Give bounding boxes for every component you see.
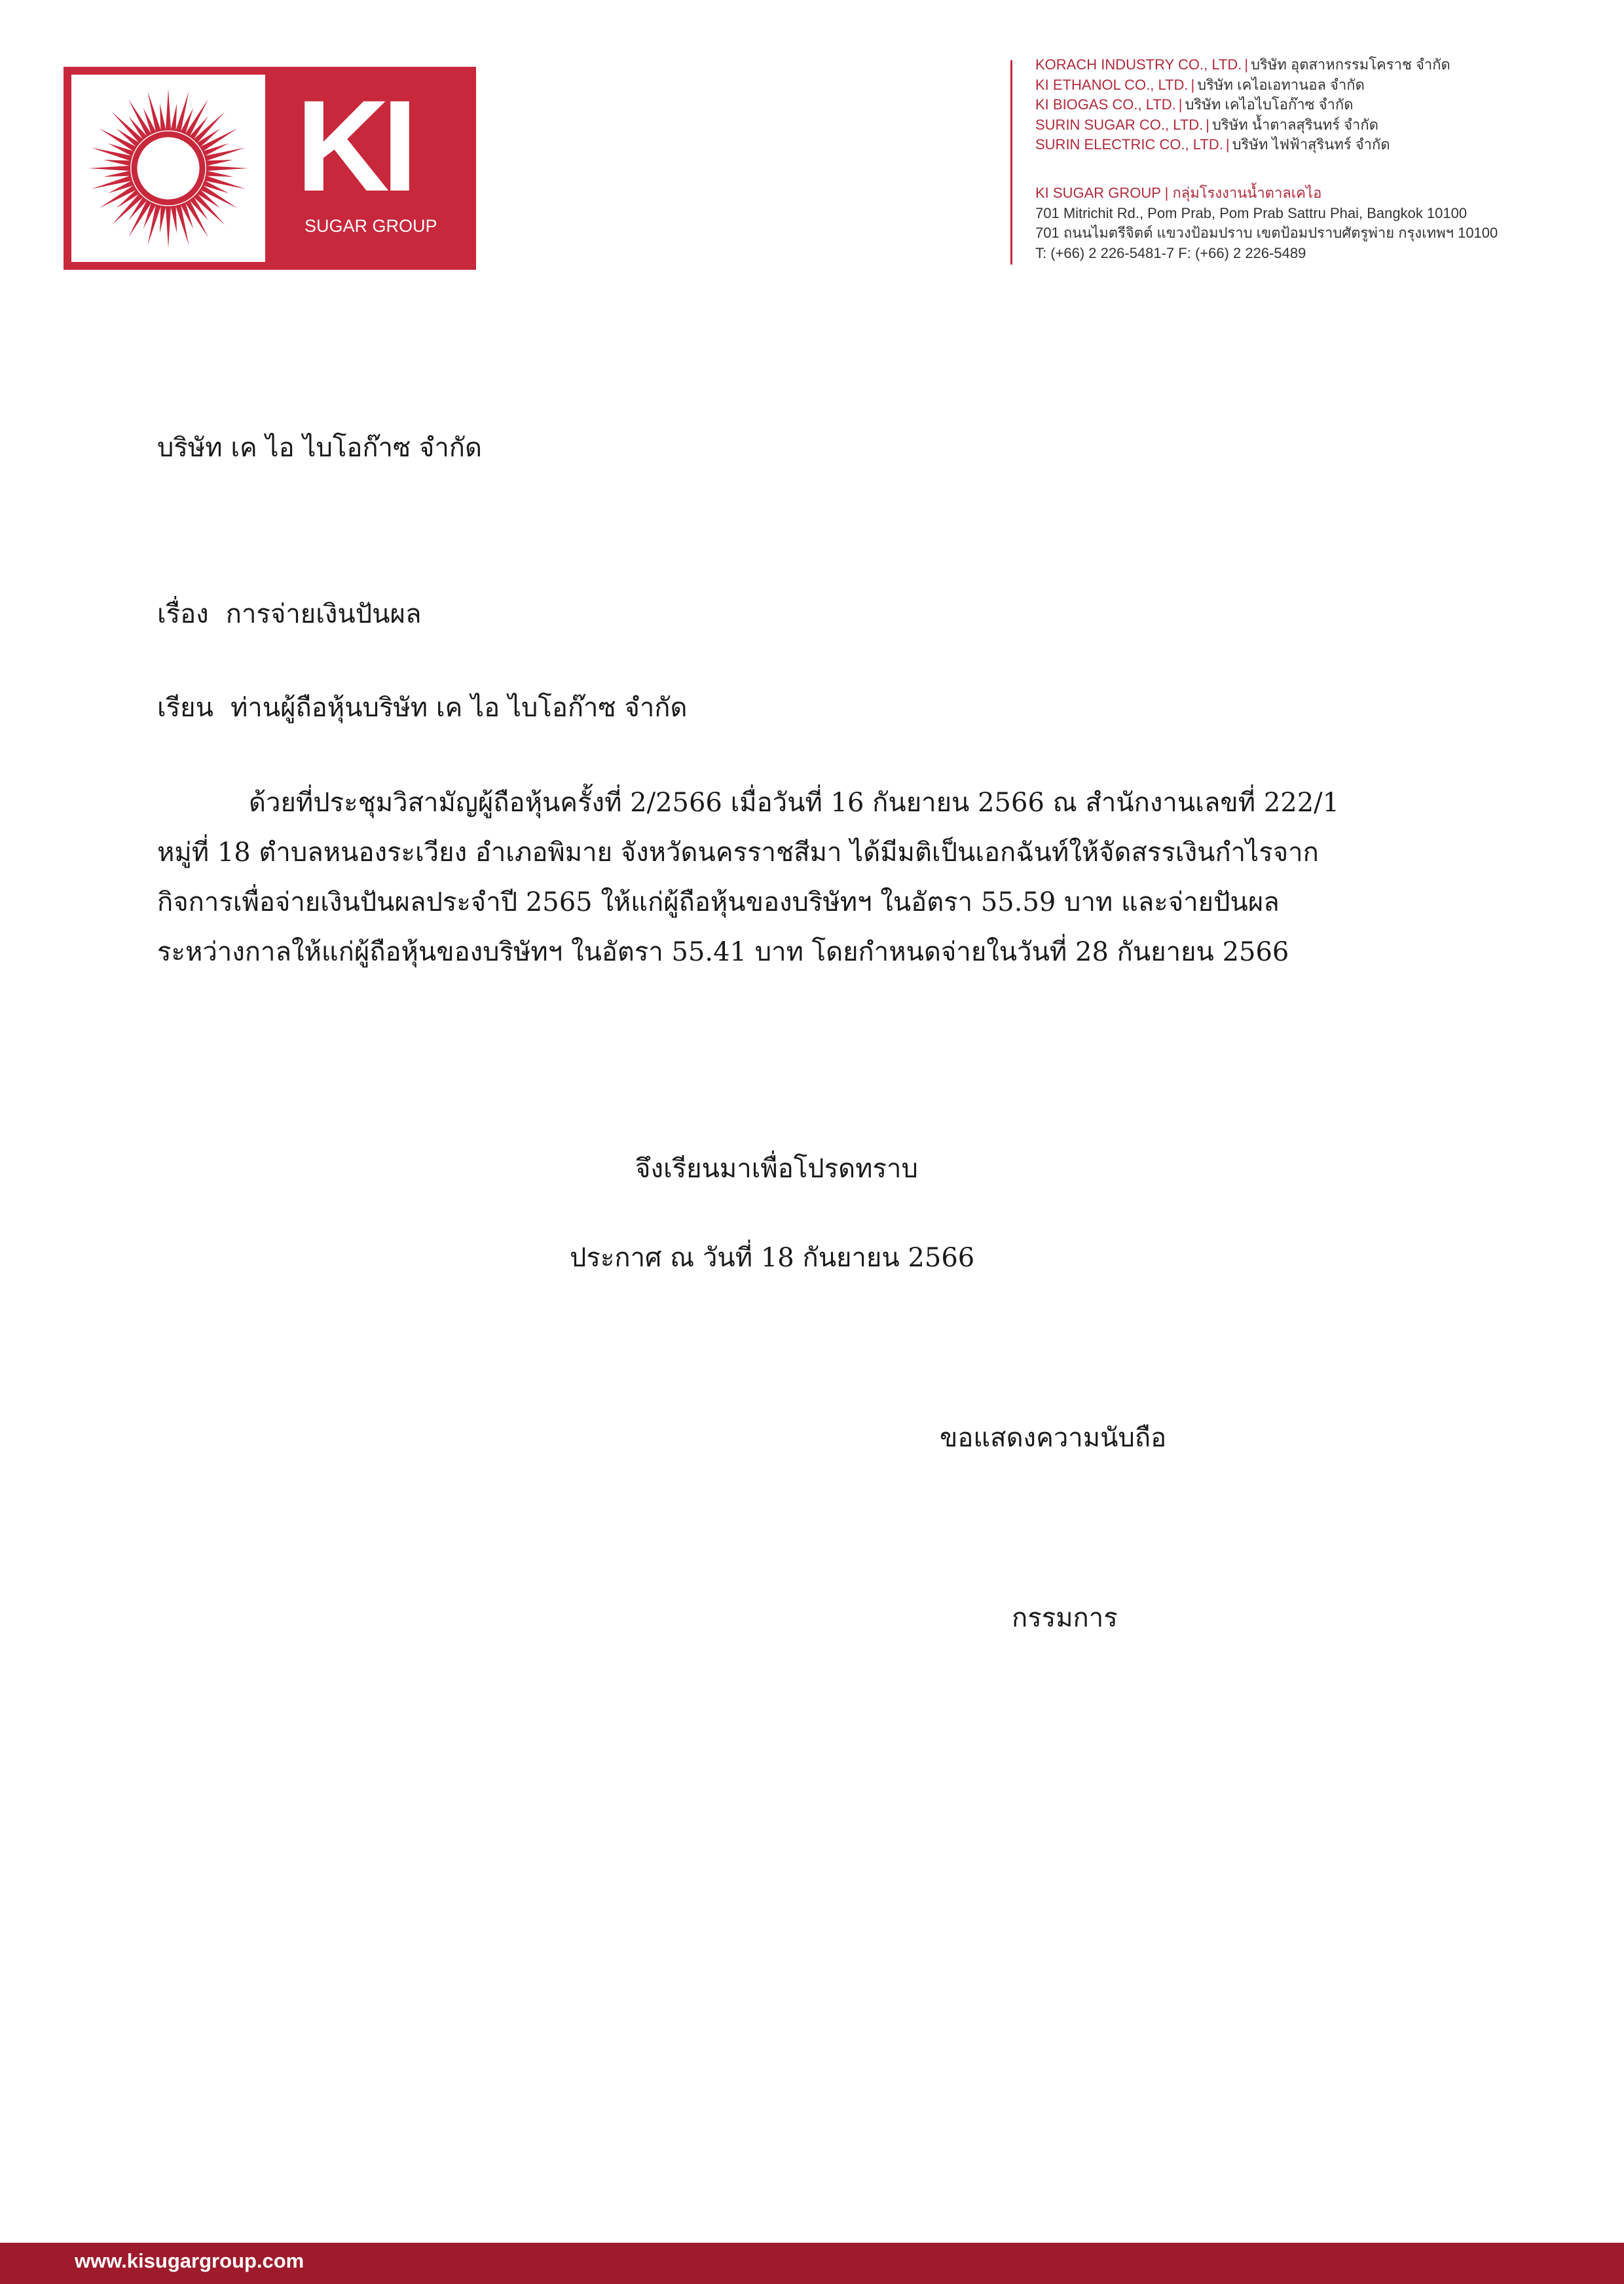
sun-ray (88, 166, 130, 171)
sun-ray (171, 206, 177, 233)
paragraph-line: กิจการเพื่อจ่ายเงินปันผลประจำปี 2565 ให้แก่ผู้ถือหุ้นของบริษัทฯ ในอัตรา 55.59 บาท และจ่ายปันผล (157, 887, 1280, 917)
logo-tagline: SUGAR GROUP (304, 216, 437, 236)
sun-ray (103, 160, 131, 166)
address-en: 701 Mitrichit Rd., Pom Prab, Pom Prab Sattru Phai, Bangkok 10100 (1035, 204, 1467, 221)
company-name-th: บริษัท เคไอไบโอก๊าซ จำกัด (1185, 96, 1354, 113)
company-row: KORACH INDUSTRY CO., LTD. | บริษัท อุตสาหกรรมโคราช จำกัด (1035, 56, 1450, 73)
company-name-th: บริษัท ไฟฟ้าสุรินทร์ จำกัด (1232, 136, 1390, 153)
salutation-text: ท่านผู้ถือหุ้นบริษัท เค ไอ ไบโอก๊าซ จำกัด (230, 693, 688, 723)
sun-ray (171, 103, 177, 131)
address-th: 701 ถนนไมตรีจิตต์ แขวงป้อมปราบ เขตป้อมปราบศัตรูพ่าย กรุงเทพฯ 10100 (1035, 225, 1498, 241)
subject-label: เรื่อง (157, 599, 209, 629)
company-name-en: KI ETHANOL CO., LTD. (1035, 76, 1189, 93)
body-paragraph (157, 778, 1467, 977)
sun-ray (160, 103, 166, 131)
company-row: SURIN SUGAR CO., LTD. | บริษัท น้ำตาลสุรินทร์ จำกัด (1035, 116, 1378, 133)
group-title: KI SUGAR GROUP | กลุ่มโรงงานน้ำตาลเคไอ (1035, 185, 1322, 201)
salutation-label: เรียน (157, 693, 213, 723)
company-name-en: KORACH INDUSTRY CO., LTD. (1035, 56, 1242, 73)
subject-line (157, 593, 421, 635)
salutation-line (157, 686, 687, 728)
company-name-en: SURIN SUGAR CO., LTD. (1035, 116, 1204, 133)
sun-ray (103, 171, 131, 177)
sun-ray (166, 88, 171, 130)
company-name-th: บริษัท อุตสาหกรรมโคราช จำกัด (1251, 56, 1450, 73)
recipient-company: บริษัท เค ไอ ไบโอก๊าซ จำกัด (157, 433, 482, 463)
company-row: SURIN ELECTRIC CO., LTD. | บริษัท ไฟฟ้าสุรินทร์ จำกัด (1035, 136, 1390, 153)
paragraph-line: ระหว่างกาลให้แก่ผู้ถือหุ้นของบริษัทฯ ในอัตรา 55.41 บาท โดยกำหนดจ่ายในวันที่ 28 กันยายน 2566 (157, 937, 1289, 967)
company-name-en: SURIN ELECTRIC CO., LTD. (1035, 136, 1223, 153)
sun-ray (206, 166, 248, 171)
sun-ray (166, 206, 171, 248)
company-row: KI ETHANOL CO., LTD. | บริษัท เคไอเอทานอล จำกัด (1035, 76, 1365, 93)
sun-ray (206, 160, 233, 166)
group-contact-block (1035, 183, 1498, 263)
paragraph-line: ด้วยที่ประชุมวิสามัญผู้ถือหุ้นครั้งที่ 2/2566 เมื่อวันที่ 16 กันยายน 2566 ณ สำนักงานเลขที่ 222/1 (249, 788, 1340, 818)
paragraph-line: หมู่ที่ 18 ตำบลหนองระเวียง อำเภอพิมาย จังหวัดนครราชสีมา ได้มีมติเป็นเอกฉันท์ให้จัดสรรเงินกำไรจาก (157, 838, 1319, 868)
contact-numbers: T: (+66) 2 226-5481-7 F: (+66) 2 226-5489 (1035, 244, 1306, 261)
footer-bar (0, 2243, 1624, 2284)
closing-line: จึงเรียนมาเพื่อโปรดทราบ (635, 1154, 918, 1184)
company-row: KI BIOGAS CO., LTD. | บริษัท เคไอไบโอก๊าซ จำกัด (1035, 96, 1354, 113)
signer-title: กรรมการ (1012, 1603, 1118, 1633)
sun-ray (160, 206, 166, 233)
announcement-date: ประกาศ ณ วันที่ 18 กันยายน 2566 (570, 1243, 975, 1273)
header-divider (1010, 60, 1012, 265)
sun-burst-icon (71, 75, 265, 262)
sun-ray (206, 171, 233, 177)
subject-text: การจ่ายเงินปันผล (225, 599, 422, 629)
company-name-en: KI BIOGAS CO., LTD. (1035, 96, 1176, 113)
company-name-th: บริษัท เคไอเอทานอล จำกัด (1197, 76, 1365, 93)
logo-brand: KI (296, 73, 410, 218)
ki-sugar-group-logo (64, 67, 476, 270)
footer-website-link[interactable]: www.kisugargroup.com (75, 2249, 304, 2272)
company-name-th: บริษัท น้ำตาลสุรินทร์ จำกัด (1212, 116, 1378, 133)
company-list (1035, 55, 1450, 155)
respect-closing: ขอแสดงความนับถือ (940, 1423, 1167, 1453)
